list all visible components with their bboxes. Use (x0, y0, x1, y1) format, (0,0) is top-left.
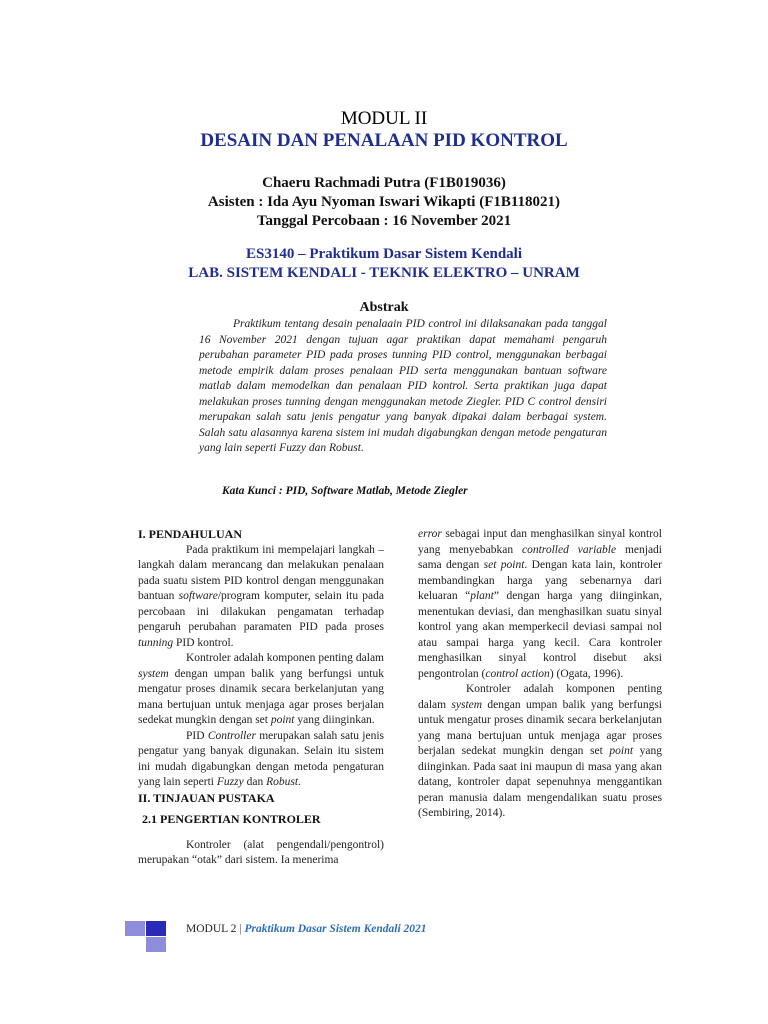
left-column (138, 527, 384, 869)
footer (186, 923, 427, 935)
text-run: yang diinginkan. (294, 714, 375, 726)
text-run-italic: Fuzzy (216, 776, 244, 788)
text-run: . (298, 776, 301, 788)
experiment-date: Tanggal Percobaan : 16 November 2021 (256, 213, 512, 229)
text-run-italic: system (451, 698, 483, 711)
text-run-italic: software (178, 590, 218, 602)
footer-square-light (125, 921, 145, 936)
text-run-italic: error (418, 528, 442, 540)
text-run-italic: point (270, 714, 295, 726)
text-run: dengan umpan balik yang berfungsi untuk mengatur proses dinamik secara berkelanjutan yang mana bertujuan untuk menjaga agar proses berjalan sedekat mungkin dengan set (418, 698, 662, 757)
footer-label: MODUL 2 (186, 923, 237, 935)
text-run: dengan umpan balik yang berfungsi untuk mengatur proses dinamik secara berkelanjutan yang mana bertujuan untuk menjaga agar proses berjalan sedekat mungkin dengan set (138, 667, 384, 726)
paragraph: Kontroler (alat pengendali/pengontrol) merupakan “otak” dari sistem. Ia menerima (138, 838, 384, 866)
text-run: ” dengan harga yang diinginkan, menentukan deviasi, dan menghasilkan suatu sinyal kontrol yang akan memperkecil deviasi sampai nol atau sampai harga yang kecil. Cara kontroler menghasilkan sinyal kontrol disebut aksi pengontrolan ( (418, 590, 662, 680)
text-run-italic: Robust (266, 776, 299, 788)
text-run: yang diinginkan. Pada saat ini maupun di masa yang akan datang, kontroler dapat sepenuhnya menggantikan peran manusia dalam mengendalikan suatu proses (Sembiring, 2014). (418, 745, 663, 819)
text-run: Kontroler adalah komponen penting dalam (186, 652, 384, 664)
text-run-italic: system (138, 667, 169, 680)
abstract-heading: Abstrak (359, 300, 409, 315)
paragraph (138, 543, 384, 652)
text-run: . Dengan kata lain, kontroler membandingkan harga yang sebenarnya dari keluaran “ (418, 559, 662, 602)
footer-course: Praktikum Dasar Sistem Kendali 2021 (244, 923, 427, 935)
author-name: Chaeru Rachmadi Putra (F1B019036) (262, 175, 506, 191)
abstract-body: Praktikum tentang desain penalaain PID control ini dilaksanakan pada tanggal 16 November 2021 dengan tujuan agar praktikan dapat memahami pengaruh perubahan parameter PID pada proses tunning PID control, menggunakan berbagai metode empirik dalam proses penalaan PID serta menggunakan bantuan software matlab dalam memodelkan dan penalaan PID kontrol. Serta praktikan juga dapat melakukan proses tunning dengan menggunakan metode Ziegler. PID C control densiri merupakan salah satu jenis pengatur yang banyak dipakai dalam berbagai system. Salah satu alasannya karena sistem ini mudah digabungkan dengan metode pengaturan yang lain seperti Fuzzy dan Robust. (199, 318, 607, 454)
text-run-italic: Controller (207, 729, 256, 742)
module-number: MODUL II (340, 108, 428, 129)
text-run: Pada praktikum ini mempelajari langkah – langkah dalam merancang dan melakukan penalaan pada suatu sistem PID kontrol dengan menggunakan bantuan (138, 543, 384, 602)
text-run: dan (243, 776, 267, 788)
text-run-italic: point (609, 745, 634, 757)
paragraph (138, 651, 384, 729)
text-run: menjadi sama dengan (418, 543, 662, 571)
text-run: /program komputer, selain itu pada percobaan ini dilakukan pengamatan terhadap pengaruh perubahan paramaten PID pada proses (138, 590, 384, 633)
text-run: PID (186, 729, 208, 742)
lab-name: LAB. SISTEM KENDALI - TEKNIK ELEKTRO – UNRAM (188, 265, 580, 281)
course-code: ES3140 – Praktikum Dasar Sistem Kendali (246, 246, 522, 262)
footer-square-dark (146, 921, 166, 936)
text-run: ) (Ogata, 1996). (549, 667, 624, 680)
footer-separator: | (239, 923, 242, 935)
assistant-name: Asisten : Ida Ayu Nyoman Iswari Wikapti (F1B118021) (207, 194, 561, 210)
text-run: Kontroler adalah komponen penting dalam (418, 683, 662, 711)
document-title: DESAIN DAN PENALAAN PID KONTROL (200, 130, 568, 151)
text-run-italic: tunning (138, 636, 174, 649)
subsection-heading-pengertian-kontroler: 2.1 PENGERTIAN KONTROLER (142, 812, 321, 826)
text-run-italic: controlled variable (522, 543, 617, 556)
paragraph (418, 682, 662, 822)
keywords: Kata Kunci : PID, Software Matlab, Metode Ziegler (222, 485, 468, 497)
section-heading-pendahuluan: I. PENDAHULUAN (138, 527, 243, 541)
text-run: PID kontrol. (173, 636, 234, 649)
paragraph (418, 527, 662, 682)
text-run: sebagai input dan menghasilkan sinyal kontrol yang menyebabkan (418, 528, 662, 556)
right-column (418, 527, 662, 822)
text-run-italic: plant (470, 590, 494, 602)
paragraph (138, 729, 384, 791)
text-run-italic: set point (483, 559, 525, 571)
text-run: merupakan salah satu jenis pengatur yang banyak digunakan. Selain itu sistem ini mudah digabungkan dengan metoda pengaturan yang lain seperti (138, 729, 385, 788)
section-heading-tinjauan-pustaka: II. TINJAUAN PUSTAKA (138, 790, 275, 805)
footer-square-light (146, 937, 166, 952)
text-run-italic: control action (485, 667, 550, 680)
